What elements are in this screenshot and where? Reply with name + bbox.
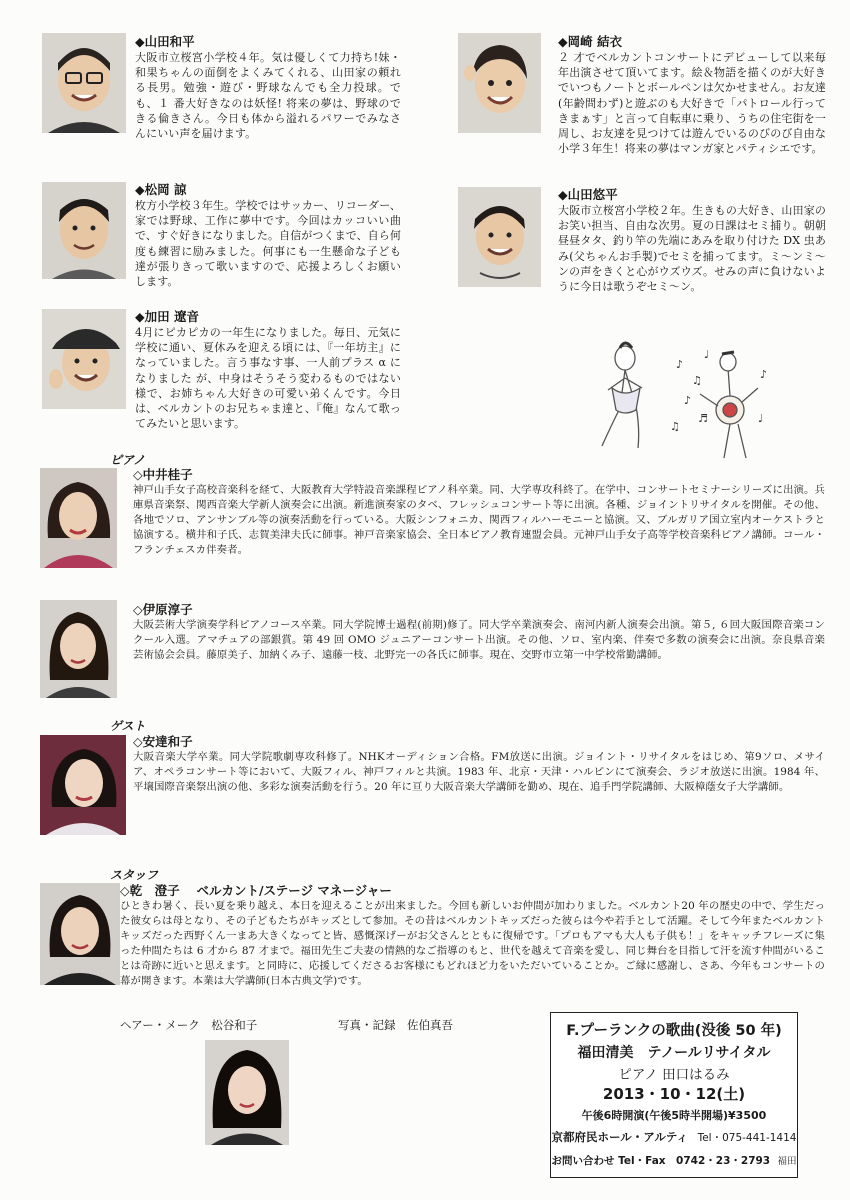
concert-venue-tel: Tel・075-441-1414 xyxy=(697,1132,797,1144)
credit-photo-record: 写真・記録 佐伯真吾 xyxy=(338,1018,453,1032)
staff-name: ◇乾 澄子 ベルカント/ステージ マネージャー xyxy=(120,883,392,898)
photo-okazaki-yui xyxy=(458,33,541,133)
concert-date: 2013・10・12(土) xyxy=(602,1085,746,1103)
svg-text:♫: ♫ xyxy=(692,374,702,387)
performer-name: ◆松岡 諒 xyxy=(135,182,187,197)
photo-ihara-junko xyxy=(40,600,117,698)
photo-yamada-wahei xyxy=(42,33,126,133)
photo-kada-ryoon xyxy=(42,309,126,409)
svg-text:♪: ♪ xyxy=(676,358,684,371)
photo-nakai-keiko xyxy=(40,468,117,568)
performer-bio: 大阪市立桜宮小学校４年。気は優しくて力持ち!妹・和果ちゃんの面倒をよくみてくれる、山田家の頼れる長男。勉強・遊び・野球なんでも全力投球。でも、１ 番大好きなのは妖怪! 将来の夢は、野球のできる倫きさん。今日も体から溢れるパワーでみなさんにいい声を届けます。 xyxy=(135,51,401,141)
photo-yamada-yuhei xyxy=(458,187,541,287)
svg-text:♩: ♩ xyxy=(704,348,710,361)
performer-bio: 4月にピカピカの一年生になりました。毎日、元気に学校に通い、夏休みを迎える頃には、『一年坊主』になっていました。言う事なす事、一人前プラス α になりました が、中身はそうそう変わるものではない様で、お姉ちゃん大好きの可愛い弟くんです。今日は、ベルカントのお兄ちゃま達と、『俺』なんて歌ってみたいと思います。 xyxy=(135,326,401,431)
concert-info-box xyxy=(550,1012,798,1178)
photo-adachi-kazuko xyxy=(40,735,126,835)
pianist-name: ◇中井桂子 xyxy=(133,467,193,482)
photo-matsutani-kazuko xyxy=(205,1040,289,1145)
pianist-bio: 神戸山手女子高校音楽科を経て、大阪教育大学特設音楽課程ピアノ科卒業。同、大学専攻科終了。在学中、コンサートセミナーシリーズに出演。兵庫県音楽祭、関西音楽大学新人演奏会に出演。新進演奏家のタベ、フレッシュコンサート等に出演。各種、ジョイントリサイタルを開催。その他、各地でソロ、アンサンブル等の演奏活動を行っている。大阪シンフォニカ、関西フィルハーモニーと協演。又、ブルガリア国立室内オーケストラと協演する。横井和子氏、志賀美津夫氏に師事。神戸音楽家協会、全日本ピアノ教育連盟会員。元神戸山手女子高等学校音楽科ピアノ講師。コール・フランチェスカ伴奏者。 xyxy=(133,484,825,557)
performer-name: ◆山田和平 xyxy=(135,34,195,49)
svg-text:♪: ♪ xyxy=(684,394,692,407)
performer-bio: ２ 才でベルカントコンサートにデビューして以来毎年出演させて頂いてます。絵＆物語を描くのが大好きでいつもノートとボールペンは欠かせません。お友達(年齢問わず)と遊ぶのも大好きで「パトロール行ってきまぁす」と言って自転車に乗り、うちの住宅街を一周し、お友達を見つけては遊んでいるのびのび自由な小学３年生！将来の夢はマンガ家とパティシエです。 xyxy=(558,51,826,156)
guest-bio: 大阪音楽大学卒業。同大学院歌劇専攻科修了。NHKオーディション合格。FM放送に出演。ジョイント・リサイタルをはじめ、第9ソロ、メサイア、オペラコンサート等において、大阪フィル、神戸フィルと共演。1983 年、北京・天津・ハルピンにて演奏会、ラジオ放送に出演。1984 年、平壌国際音楽祭出演の他、多彩な演奏活動を行う。20 年に亘り大阪音楽大学講師を勤め、現在、追手門学院講師、大阪樟蔭女子大学講師。 xyxy=(133,751,825,794)
performer-bio: 大阪市立桜宮小学校２年。生きもの大好き、山田家のお笑い担当、自由な次男。夏の日課はセミ捕り。朝朝昼昼タタ、釣り竿の先端にあみを取り付けた DX 虫あみ(父ちゃんお手製)でセミを捕ってます。ミ〜ンミ〜ンの声をきくと心がウズウズ。せみの声に負けないように今日は歌うぞセミ〜ン。 xyxy=(558,204,826,294)
svg-text:♬: ♬ xyxy=(698,412,708,425)
concert-venue: 京都府民ホール・アルティ xyxy=(551,1130,688,1144)
guest-name: ◇安達和子 xyxy=(133,734,193,749)
performer-bio: 枚方小学校３年生。学校ではサッカー、リコーダー、家では野球、工作に夢中です。今回はカッコいい曲で、すぐ好きになりました。自信がつくまで、自ら何度も練習に励みました。何事にも一生懸命な子ども達が張りきって歌いますので、応援よろしくお願いします。 xyxy=(135,199,401,289)
photo-inui-sumiko xyxy=(40,883,120,985)
performer-name: ◆加田 遼音 xyxy=(135,309,199,324)
svg-text:♪: ♪ xyxy=(760,368,768,381)
concert-recital: 福田清美 テノールリサイタル xyxy=(577,1045,771,1061)
svg-text:♩: ♩ xyxy=(758,412,764,425)
svg-text:♫: ♫ xyxy=(670,420,680,433)
section-label-staff: スタッフ xyxy=(110,868,159,882)
performer-name: ◆岡崎 結衣 xyxy=(558,34,622,49)
pianist-bio: 大阪芸術大学演奏学科ピアノコース卒業。同大学院博士過程(前期)修了。同大学卒業演奏会、南河内新人演奏会出演。第５, ６回大阪国際音楽コンクール入選。アマチュアの部銀賞。第 49 回 OMO ジュニアーコンサート出演。その他、ソロ、室内楽、伴奏で多数の演奏会に出演。奈良県音楽芸術協会会員。藤原美子、加納くみ子、遠藤一枝、北野完一の各氏に師事。現在、交野市立第一中学校常勤講師。 xyxy=(133,619,825,662)
credit-hair-makeup: ヘアー・メーク 松谷和子 xyxy=(120,1018,258,1032)
section-label-guest: ゲスト xyxy=(110,719,146,733)
concert-contact-name: 福田 xyxy=(777,1156,797,1167)
concert-contact-row xyxy=(551,1153,797,1168)
pianist-name: ◇伊原淳子 xyxy=(133,602,193,617)
staff-bio: ひときわ暑く、長い夏を乗り越え、本日を迎えることが出来ました。今回も新しいお仲間が加わりました。ベルカント20 年の歴史の中で、学生だった彼女らは母となり、その子どもたちがキッズとして参加。その昔はベルカントキッズだった彼らは今や若手として活躍。そして今年またベルカントキッズだった西野くん一まあ大きくなってと皆、感慨深げーがお父さんとともに復帰です。「プロもアマも大人も子供も！」をキャッチフレーズに集った仲間たちは 6 才から 87 才まで。福田先生ご夫妻の情熱的なご指導のもと、世代を越えて音楽を愛し、同じ舞台を目指して汗を流す仲間がいることは奇跡に近いと思えます。と同時に、応援してくださるお客様にもどれほど力をいただいていることか。ご縁に感謝し、さあ、今年もコンサートの幕が開きます。本業は大学講師(日本古典文学)です。 xyxy=(120,900,825,988)
concert-piano: ピアノ 田口はるみ xyxy=(618,1067,730,1083)
decorative-illustration xyxy=(580,318,780,470)
concert-contact: お問い合わせ Tel・Fax 0742・23・2793 xyxy=(551,1155,771,1167)
concert-title: F.プーランクの歌曲(没後 50 年) xyxy=(566,1023,782,1039)
photo-matsuoka-ryo xyxy=(42,182,126,279)
section-label-piano: ピアノ xyxy=(110,453,146,467)
concert-time: 午後6時開演(午後5時半開場)¥3500 xyxy=(581,1109,767,1122)
performer-name: ◆山田悠平 xyxy=(558,187,618,202)
concert-venue-row xyxy=(551,1129,797,1145)
